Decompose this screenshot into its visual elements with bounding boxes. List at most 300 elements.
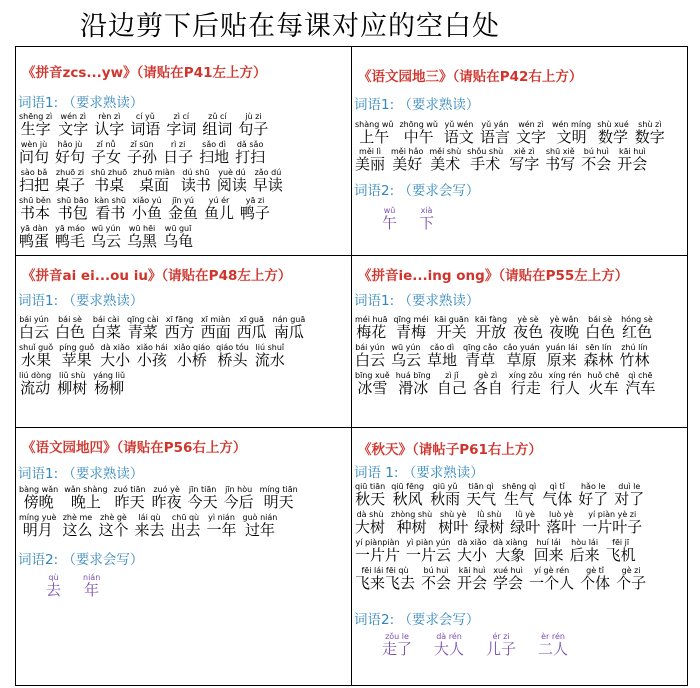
pinyin: gè zi [621,566,641,575]
hanzi: 苹果 [61,351,92,369]
vocab-word [55,169,85,193]
word-row [382,207,434,231]
vocab-word [130,113,160,137]
hanzi: 句子 [238,120,269,138]
vocab-word [421,567,451,591]
pinyin: gè tǐ [586,566,605,575]
pinyin: yǔ yán [481,120,509,129]
pinyin: qiū fēng [391,482,425,491]
word-row [19,344,285,368]
vocab-word [58,113,88,137]
pinyin: fēi lái fēi qù [361,566,409,575]
hanzi: 开关 [436,323,467,341]
hanzi: 南瓜 [273,323,304,341]
lesson-title: 《拼音ai ei...ou iu》（请贴在P48左上方） [22,268,292,284]
pinyin: kāi huì [458,566,486,575]
pinyin: zhuō miàn [133,168,175,177]
hanzi: 一片云 [406,546,452,564]
pinyin: shū běn [19,196,51,205]
hanzi: 生字 [20,120,51,138]
word-row [355,344,649,368]
hanzi: 一片片 [355,546,401,564]
hanzi: 飞机 [605,546,636,564]
pinyin: shù yè [439,510,467,519]
hanzi: 回来 [533,546,564,564]
pinyin: xià [420,206,433,215]
hanzi: 鸭蛋 [19,232,50,250]
hanzi: 读书 [180,176,211,194]
pinyin: xiǎo yú [132,196,162,205]
hanzi: 青菜 [127,323,158,341]
pinyin: yí piànpiàn [355,538,400,547]
vocab-section-label: 词语1: （要求熟读） [354,293,480,309]
pinyin: gè zì [478,371,498,380]
pinyin: shàng wǔ [355,120,394,129]
hanzi: 青草 [465,351,496,369]
hanzi: 词语 [130,120,161,138]
hanzi: 语文 [443,128,474,146]
hanzi: 桥头 [217,351,248,369]
vocab-word [240,197,270,221]
hanzi: 对了 [614,490,645,508]
pinyin: jù zi [245,112,262,121]
pinyin: zǔ cí [208,112,227,121]
vocab-word [355,344,385,368]
hanzi: 各自 [472,379,503,397]
hanzi: 小桥 [176,351,207,369]
hanzi: 乌云 [91,232,122,250]
hanzi: 秋雨 [430,490,461,508]
hanzi: 飞来飞去 [355,574,416,592]
pinyin: yā zi [245,196,265,205]
pinyin: dà xiàng [493,538,528,547]
word-row [46,574,100,598]
hanzi: 阅读 [216,176,247,194]
hanzi: 大小 [100,351,131,369]
vocab-word [635,121,665,145]
hanzi: 流动 [20,379,51,397]
pinyin: jīn yú [172,196,194,205]
hanzi: 晚上 [70,493,101,511]
pinyin: yā máo [55,224,85,233]
vocab-word [467,148,503,172]
pinyin: huí lái [536,538,561,547]
hanzi: 白云 [19,323,50,341]
sticker-cell [352,47,689,255]
pinyin: guò nián [242,513,278,522]
vocab-word [243,514,278,538]
hanzi: 火车 [588,379,619,397]
hanzi: 扫地 [199,148,230,166]
pinyin: měi shù [429,147,462,156]
pinyin: xíng rén [548,371,582,380]
pinyin: zì cí [173,112,190,121]
hanzi: 一片叶子 [582,518,643,536]
hanzi: 今天 [187,493,218,511]
vocab-word [438,511,468,535]
hanzi: 乌云 [391,351,422,369]
vocab-word [621,316,653,340]
vocab-word [253,169,283,193]
pinyin: shū zhuō [91,168,128,177]
vocab-word [62,514,92,538]
vocab-word [457,567,487,591]
pinyin: qù [48,573,59,582]
hanzi: 白菜 [91,323,122,341]
hanzi: 文字 [515,128,546,146]
hanzi: 二人 [538,640,569,658]
pinyin: dà shù [356,510,384,519]
pinyin: dà xiǎo [457,538,487,547]
vocab-word [529,567,574,591]
pinyin: yuè dú [218,168,246,177]
vocab-word [538,633,568,657]
vocab-word [391,483,424,507]
lesson-title: 《秋天》（请帖子P61右上方） [358,442,542,458]
vocab-word [430,483,460,507]
word-row [19,486,298,510]
pinyin: yáng liǔ [93,371,126,380]
pinyin: jīn tiān [188,485,217,494]
pinyin: shū xiě [545,147,575,156]
hanzi: 午 [382,214,398,232]
pinyin: méi huā [355,315,388,324]
hanzi: 不会 [581,155,612,173]
vocab-word [355,121,393,145]
vocab-word [534,539,564,563]
vocab-word [509,148,539,172]
pinyin: luò yè [549,510,574,519]
vocab-word [114,486,146,510]
vocab-word [382,207,397,231]
pinyin: xī fāng [165,315,194,324]
hanzi: 原来 [546,351,577,369]
vocab-word [597,121,629,145]
hanzi: 明天 [263,493,294,511]
vocab-word [434,633,464,657]
hanzi: 大树 [355,518,386,536]
vocab-word [581,148,611,172]
vocab-word [163,141,193,165]
pinyin: wén zì [518,120,544,129]
vocab-word [419,207,434,231]
word-row [19,197,270,221]
vocab-word [509,372,543,396]
word-row [19,113,268,137]
vocab-word [199,141,229,165]
pinyin: kāi huì [618,147,646,156]
hanzi: 西方 [164,323,195,341]
hanzi: 一年 [206,521,237,539]
pinyin: chū qù [171,513,200,522]
vocab-section-label: 词语2: （要求会写） [18,552,144,568]
vocab-section-label: 词语1: （要求熟读） [354,97,480,113]
vocab-word [134,514,164,538]
vocab-section-label: 词语2: （要求会写） [354,612,480,628]
vocab-word [429,148,461,172]
pinyin: bái cài [92,315,120,324]
vocab-word [614,483,644,507]
pinyin: cí yǔ [135,112,155,121]
hanzi: 日子 [163,148,194,166]
pinyin: xiě zì [513,147,535,156]
hanzi: 白云 [355,351,386,369]
vocab-word [166,113,196,137]
vocab-word [165,316,195,340]
vocab-section-label: 词语1: （要求熟读） [18,293,144,309]
hanzi: 乌黑 [127,232,158,250]
vocab-word [583,344,613,368]
hanzi: 手术 [470,155,501,173]
vocab-word [91,169,127,193]
hanzi: 西面 [200,323,231,341]
pinyin: lái qù [138,513,161,522]
vocab-word [216,344,249,368]
pinyin: rèn zì [98,112,121,121]
pinyin: shēng qì [502,482,537,491]
hanzi: 年 [84,581,100,599]
vocab-word [188,486,218,510]
pinyin: cǎo dì [430,343,455,352]
pinyin: bái sè [58,315,82,324]
vocab-word [474,511,504,535]
hanzi: 自己 [436,379,467,397]
vocab-word [625,372,655,396]
vocab-word [19,344,53,368]
hanzi: 数学 [598,128,629,146]
hanzi: 滑冰 [398,379,429,397]
pinyin: xī miàn [200,315,231,324]
vocab-word [100,344,130,368]
lesson-title: 《拼音zcs...yw》（请贴在P41左上方） [22,65,267,81]
vocab-word [510,511,540,535]
hanzi: 绿叶 [510,518,541,536]
word-row [355,539,636,563]
pinyin: zǐ sūn [130,140,154,149]
hanzi: 打扫 [235,148,266,166]
pinyin: qīng cài [127,315,159,324]
pinyin: wū hēi [128,224,156,233]
pinyin: xiǎo qiáo [173,343,211,352]
pinyin: liú dòng [19,371,52,380]
vocab-word [355,511,385,535]
hanzi: 书包 [57,204,88,222]
vocab-word [619,344,649,368]
vocab-word [181,169,211,193]
word-row [382,633,568,657]
pinyin: nián [83,573,101,582]
hanzi: 子孙 [127,148,158,166]
vocab-word [83,574,100,598]
pinyin: bái yún [355,343,385,352]
pinyin: shū bāo [56,196,89,205]
pinyin: qiū yǔ [432,482,458,491]
pinyin: ér zi [492,632,510,641]
hanzi: 金鱼 [168,204,199,222]
pinyin: míng yuè [19,513,57,522]
pinyin: měi lì [359,147,381,156]
hanzi: 开放 [475,323,506,341]
lesson-title: 《拼音ie...ing ong》（请贴在P55左上方） [358,268,629,284]
vocab-word [170,514,200,538]
pinyin: xī guā [239,315,264,324]
vocab-word [475,316,507,340]
pinyin: yí gè rén [533,566,570,575]
sticker-cell [352,428,689,687]
sticker-cell [16,256,351,427]
hanzi: 汽车 [625,379,656,397]
hanzi: 下 [419,214,435,232]
pinyin: bú huì [423,566,449,575]
hanzi: 数字 [634,128,665,146]
pinyin: míng tiān [259,485,298,494]
vocab-word [457,539,487,563]
pinyin: yā dàn [20,224,48,233]
sticker-cell [16,428,351,687]
hanzi: 气体 [542,490,573,508]
pinyin: qì chē [628,371,653,380]
hanzi: 行走 [510,379,541,397]
hanzi: 竹林 [619,351,650,369]
pinyin: wū yún [91,224,121,233]
vocab-word [136,344,168,368]
hanzi: 认字 [94,120,125,138]
vocab-word [46,574,61,598]
vocab-word [546,511,576,535]
word-row [19,169,283,193]
page-title: 沿边剪下后贴在每课对应的空白处 [80,11,500,42]
hanzi: 昨天 [114,493,145,511]
vocab-word [406,539,451,563]
hanzi: 草原 [506,351,537,369]
hanzi: 鱼儿 [204,204,235,222]
hanzi: 这么 [62,521,93,539]
word-row [19,225,193,249]
hanzi: 森林 [583,351,614,369]
vocab-word [55,225,85,249]
pinyin: dà rén [436,632,462,641]
hanzi: 书本 [19,204,50,222]
hanzi: 出去 [170,521,201,539]
vocab-word [486,633,516,657]
pinyin: wén zì [60,112,87,121]
pinyin: yí piàn yè zi [588,510,637,519]
pinyin: huá bīng [395,371,431,380]
vocab-word [480,121,510,145]
vocab-word [98,514,128,538]
vocab-word [503,344,540,368]
hanzi: 来去 [134,521,165,539]
vocab-word [546,344,578,368]
hanzi: 桌面 [139,176,170,194]
vocab-word [19,141,49,165]
pinyin: zhōng wǔ [399,120,438,129]
vocab-word [473,372,503,396]
hanzi: 过年 [244,521,275,539]
pinyin: yì piàn yún [406,538,451,547]
hanzi: 走了 [382,640,413,658]
pinyin: duì le [618,482,641,491]
vocab-word [355,372,390,396]
vocab-word [93,372,125,396]
vocab-word [578,483,608,507]
word-row [19,316,305,340]
pinyin: kāi guān [434,315,469,324]
vocab-word [355,316,388,340]
hanzi: 字词 [166,120,197,138]
pinyin: qīng méi [393,315,429,324]
word-row [355,511,642,535]
vocab-word [444,121,474,145]
word-row [355,148,647,172]
hanzi: 美好 [392,155,423,173]
pinyin: zuó tiān [113,485,146,494]
vocab-word [19,169,49,193]
hanzi: 傍晚 [23,493,54,511]
vocab-word [394,316,429,340]
vocab-word [552,121,591,145]
vocab-word [217,169,247,193]
hanzi: 儿子 [486,640,517,658]
pinyin: bú huì [583,147,609,156]
hanzi: 白色 [55,323,86,341]
hanzi: 上午 [359,128,390,146]
pinyin: yì nián [208,513,235,522]
vocab-word [91,225,121,249]
word-row [19,141,265,165]
hanzi: 不会 [421,574,452,592]
hanzi: 秋风 [392,490,423,508]
pinyin: cǎo yuán [503,343,540,352]
hanzi: 看书 [95,204,126,222]
hanzi: 大象 [495,546,526,564]
vocab-word [427,344,457,368]
vocab-word [399,121,437,145]
vocab-word [382,633,412,657]
pinyin: zǎo dú [254,168,282,177]
lesson-title: 《语文园地四》（请贴在P56右上方） [22,440,247,456]
vocab-word [19,486,58,510]
pinyin: wū yún [391,343,421,352]
vocab-word [91,316,121,340]
vocab-word [549,372,582,396]
word-row [19,372,125,396]
vocab-word [587,372,619,396]
hanzi: 个体 [580,574,611,592]
hanzi: 问句 [19,148,50,166]
hanzi: 开会 [617,155,648,173]
pinyin: wèn jù [20,140,48,149]
pinyin: yú ér [208,196,230,205]
hanzi: 一个人 [529,574,575,592]
sticker-grid [15,46,688,686]
pinyin: shuǐ guǒ [19,343,54,352]
hanzi: 明月 [22,521,53,539]
hanzi: 学会 [493,574,524,592]
vocab-word [238,113,268,137]
vocab-word [516,121,546,145]
vocab-word [59,344,94,368]
pinyin: sǎo dì [202,140,226,149]
vocab-word [391,148,423,172]
hanzi: 小孩 [136,351,167,369]
hanzi: 今后 [223,493,254,511]
word-row [355,372,655,396]
vocab-word [127,225,157,249]
vocab-word [396,372,431,396]
pinyin: zǒu le [385,632,409,641]
vocab-section-label: 词语1: （要求熟读） [18,95,144,111]
